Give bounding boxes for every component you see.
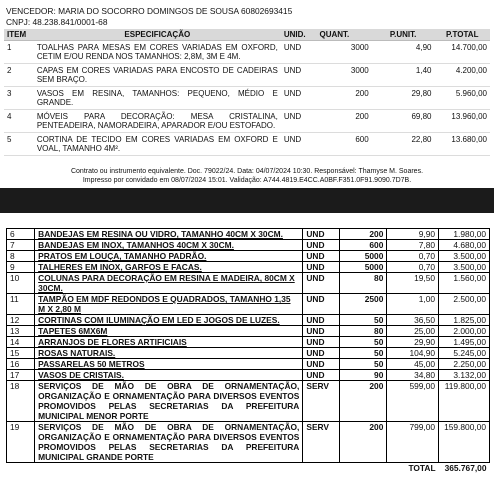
item-description: TAMPÃO EM MDF REDONDOS E QUADRADOS, TAMANHO 1,35 M X 2,80 M — [35, 294, 303, 315]
item-quantity: 200 — [317, 87, 372, 110]
total-spacer — [7, 463, 387, 474]
item-description: TOALHAS PARA MESAS EM CORES VARIADAS EM OXFORD, CETIM E/OU RENDA NOS TAMANHOS: 2,8M, 3M E 4M. — [34, 41, 281, 64]
item-description: CAPAS EM CORES VARIADAS PARA ENCOSTO DE CADEIRAS SEM BRAÇO. — [34, 64, 281, 87]
item-number: 1 — [4, 41, 34, 64]
item-quantity: 5000 — [339, 262, 386, 273]
item-number: 10 — [7, 273, 35, 294]
item-number: 6 — [7, 229, 35, 240]
item-unit-price: 1,00 — [387, 294, 439, 315]
item-unit-price: 4,90 — [372, 41, 435, 64]
table-row — [4, 133, 490, 156]
item-unit: UND — [303, 294, 340, 315]
item-number: 16 — [7, 359, 35, 370]
item-quantity: 200 — [339, 229, 386, 240]
item-description: VASOS DE CRISTAIS. — [35, 370, 303, 381]
table-row — [7, 262, 490, 273]
table-row — [4, 41, 490, 64]
item-description: COLUNAS PARA DECORAÇÃO EM RESINA E MADEIRA, 80CM X 30CM. — [35, 273, 303, 294]
item-unit-price: 7,80 — [387, 240, 439, 251]
item-number: 19 — [7, 422, 35, 463]
item-number: 2 — [4, 64, 34, 87]
table-row — [7, 294, 490, 315]
item-unit: UND — [281, 87, 317, 110]
item-unit-price: 29,90 — [387, 337, 439, 348]
item-total-price: 5.960,00 — [435, 87, 491, 110]
item-description: PRATOS EM LOUÇA, TAMANHO PADRÃO. — [35, 251, 303, 262]
col-unit-header: UNID. — [281, 29, 317, 41]
item-quantity: 90 — [339, 370, 386, 381]
item-description: SERVIÇOS DE MÃO DE OBRA DE ORNAMENTAÇÃO, ORGANIZAÇÃO E ORNAMENTAÇÃO PARA DIVERSOS EVENTOS PROMOVIDOS PELAS SECRETARIAS DA PREFEITURA MUNICIPAL MENOR PORTE — [35, 381, 303, 422]
table-row — [4, 110, 490, 133]
item-unit-price: 0,70 — [387, 262, 439, 273]
item-unit-price: 19,50 — [387, 273, 439, 294]
table-header-row — [4, 29, 490, 41]
item-quantity: 3000 — [317, 41, 372, 64]
table-row — [7, 359, 490, 370]
item-quantity: 600 — [339, 240, 386, 251]
table-row — [7, 381, 490, 422]
item-number: 3 — [4, 87, 34, 110]
table-row — [7, 422, 490, 463]
item-quantity: 2500 — [339, 294, 386, 315]
item-total-price: 13.960,00 — [435, 110, 491, 133]
item-description: SERVIÇOS DE MÃO DE OBRA DE ORNAMENTAÇÃO, ORGANIZAÇÃO E ORNAMENTAÇÃO PARA DIVERSOS EVENTOS PROMOVIDOS PELAS SECRETARIAS DA PREFEITURA MUNICIPAL GRANDE PORTE — [35, 422, 303, 463]
item-unit-price: 45,00 — [387, 359, 439, 370]
table-row — [7, 273, 490, 294]
item-unit: UND — [303, 337, 340, 348]
items-table-bottom — [6, 228, 490, 473]
item-total-price: 2.000,00 — [439, 326, 490, 337]
item-unit: UND — [281, 64, 317, 87]
item-unit-price: 36,50 — [387, 315, 439, 326]
item-unit: SERV — [303, 381, 340, 422]
table-row — [7, 251, 490, 262]
items-table-top — [4, 29, 490, 156]
item-unit-price: 22,80 — [372, 133, 435, 156]
footer-line-1: Contrato ou instrumento equivalente. Doc. 79022/24. Data: 04/07/2024 10:30. Responsável: Thamyse M. Soares. — [70, 168, 424, 175]
table-row — [4, 64, 490, 87]
col-spec-header: ESPECIFICAÇÃO — [34, 29, 281, 41]
item-total-price: 3.500,00 — [439, 251, 490, 262]
item-unit: UND — [303, 229, 340, 240]
item-total-price: 2.500,00 — [439, 294, 490, 315]
item-number: 8 — [7, 251, 35, 262]
item-total-price: 3.132,00 — [439, 370, 490, 381]
item-unit: SERV — [303, 422, 340, 463]
item-unit-price: 599,00 — [387, 381, 439, 422]
item-number: 7 — [7, 240, 35, 251]
item-total-price: 14.700,00 — [435, 41, 491, 64]
item-number: 15 — [7, 348, 35, 359]
total-row — [7, 463, 490, 474]
item-quantity: 50 — [339, 315, 386, 326]
item-quantity: 5000 — [339, 251, 386, 262]
item-unit-price: 25,00 — [387, 326, 439, 337]
item-unit-price: 1,40 — [372, 64, 435, 87]
item-number: 12 — [7, 315, 35, 326]
item-description: TALHERES EM INOX, GARFOS E FACAS. — [35, 262, 303, 273]
col-item-header: ITEM — [4, 29, 34, 41]
item-total-price: 159.800,00 — [439, 422, 490, 463]
cnpj-line: CNPJ: 48.238.841/0001-68 — [6, 17, 108, 27]
item-quantity: 50 — [339, 359, 386, 370]
item-quantity: 50 — [339, 337, 386, 348]
item-total-price: 1.825,00 — [439, 315, 490, 326]
item-unit-price: 799,00 — [387, 422, 439, 463]
col-unit-price-header: P.UNIT. — [372, 29, 435, 41]
item-quantity: 80 — [339, 273, 386, 294]
item-description: ROSAS NATURAIS. — [35, 348, 303, 359]
item-quantity: 50 — [339, 348, 386, 359]
item-unit: UND — [281, 133, 317, 156]
table-row — [7, 240, 490, 251]
item-unit: UND — [303, 251, 340, 262]
item-unit: UND — [303, 262, 340, 273]
item-total-price: 1.495,00 — [439, 337, 490, 348]
item-unit: UND — [303, 240, 340, 251]
total-value: 365.767,00 — [444, 463, 487, 473]
item-unit-price: 34,80 — [387, 370, 439, 381]
item-quantity: 200 — [339, 381, 386, 422]
item-quantity: 80 — [339, 326, 386, 337]
item-description: MÓVEIS PARA DECORAÇÃO: MESA CRISTALINA, PENTEADEIRA, NAMORADEIRA, APARADOR E/OU ESTOFADO. — [34, 110, 281, 133]
item-description: PASSARELAS 50 METROS — [35, 359, 303, 370]
item-unit-price: 9,90 — [387, 229, 439, 240]
vendor-line: VENCEDOR: MARIA DO SOCORRO DOMINGOS DE SOUSA 60802693415 — [6, 6, 293, 16]
item-number: 13 — [7, 326, 35, 337]
item-unit-price: 69,80 — [372, 110, 435, 133]
table-row — [7, 370, 490, 381]
item-unit: UND — [281, 110, 317, 133]
item-description: TAPETES 6MX6M — [35, 326, 303, 337]
item-total-price: 1.980,00 — [439, 229, 490, 240]
item-unit-price: 104,90 — [387, 348, 439, 359]
item-total-price: 4.200,00 — [435, 64, 491, 87]
item-unit: UND — [281, 41, 317, 64]
item-quantity: 600 — [317, 133, 372, 156]
item-unit-price: 0,70 — [387, 251, 439, 262]
item-description: CORTINAS COM ILUMINAÇÃO EM LED E JOGOS DE LUZES. — [35, 315, 303, 326]
item-description: BANDEJAS EM INOX, TAMANHOS 40CM X 30CM. — [35, 240, 303, 251]
item-unit: UND — [303, 348, 340, 359]
item-unit: UND — [303, 326, 340, 337]
col-qty-header: QUANT. — [317, 29, 372, 41]
item-number: 14 — [7, 337, 35, 348]
item-unit: UND — [303, 315, 340, 326]
table-row — [7, 315, 490, 326]
item-unit: UND — [303, 370, 340, 381]
item-unit-price: 29,80 — [372, 87, 435, 110]
item-number: 5 — [4, 133, 34, 156]
item-number: 18 — [7, 381, 35, 422]
item-quantity: 3000 — [317, 64, 372, 87]
footer-line-2: Impresso por convidado em 08/07/2024 15:01. Validação: A744.4819.E4CC.A0BF.F351.0F91.9090.7D7B. — [82, 177, 412, 184]
item-unit: UND — [303, 273, 340, 294]
table-row — [7, 326, 490, 337]
item-unit: UND — [303, 359, 340, 370]
col-total-price-header: P.TOTAL — [435, 29, 491, 41]
item-description: VASOS EM RESINA, TAMANHOS: PEQUENO, MÉDIO E GRANDE. — [34, 87, 281, 110]
total-label: TOTAL — [408, 463, 436, 473]
table-row — [7, 348, 490, 359]
item-total-price: 2.250,00 — [439, 359, 490, 370]
item-total-price: 5.245,00 — [439, 348, 490, 359]
item-quantity: 200 — [339, 422, 386, 463]
item-description: BANDEJAS EM RESINA OU VIDRO, TAMANHO 40CM X 30CM. — [35, 229, 303, 240]
table-row — [7, 229, 490, 240]
item-total-price: 1.560,00 — [439, 273, 490, 294]
document-page-top — [0, 0, 494, 188]
item-description: CORTINA DE TECIDO EM CORES VARIADAS EM OXFORD E VOAL, TAMANHO 4M². — [34, 133, 281, 156]
table-row — [7, 337, 490, 348]
item-total-price: 13.680,00 — [435, 133, 491, 156]
item-number: 17 — [7, 370, 35, 381]
item-total-price: 3.500,00 — [439, 262, 490, 273]
page-divider — [0, 188, 494, 213]
item-description: ARRANJOS DE FLORES ARTIFICIAIS — [35, 337, 303, 348]
item-total-price: 119.800,00 — [439, 381, 490, 422]
item-number: 11 — [7, 294, 35, 315]
item-number: 4 — [4, 110, 34, 133]
item-total-price: 4.680,00 — [439, 240, 490, 251]
table-row — [4, 87, 490, 110]
item-quantity: 200 — [317, 110, 372, 133]
item-number: 9 — [7, 262, 35, 273]
